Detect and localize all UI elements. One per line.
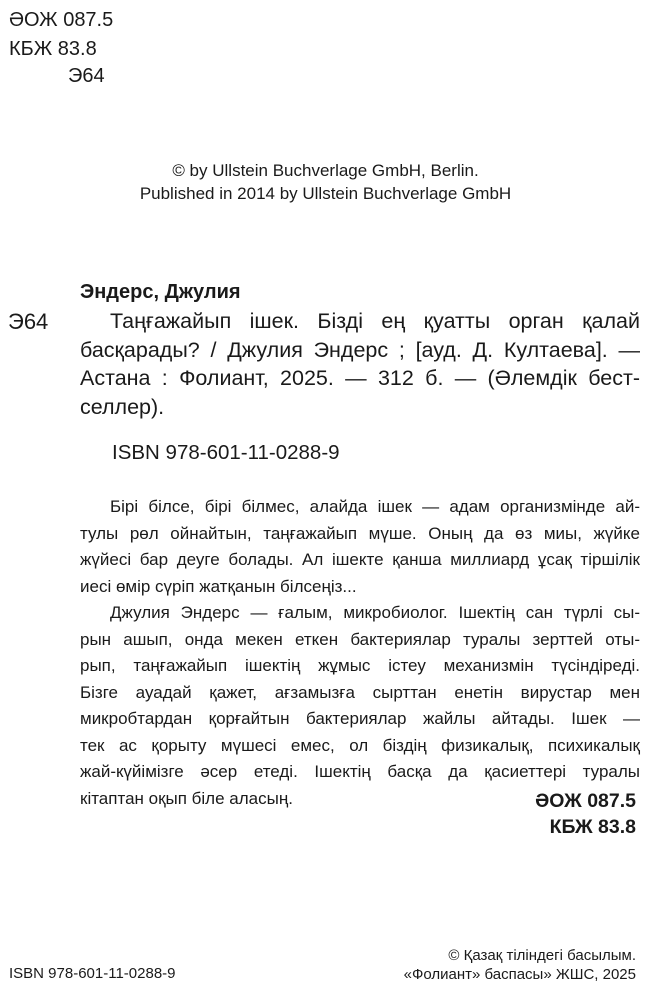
author-code-top: Э64 <box>68 65 105 87</box>
annotation-line: жүйесі бар деуге болады. Ал ішекте қанша миллиард ұсақ тіршілік <box>80 550 640 569</box>
footer-isbn: ISBN 978-601-11-0288-9 <box>9 965 176 982</box>
bib-line: басқарады? / Джулия Эндерс ; [ауд. Д. Култаева]. — <box>80 337 640 362</box>
annotation-line: рып, таңғажайып ішектің жұмыс істеу механизмін түсіндіреді. <box>80 656 640 675</box>
annotation-line: Бізге ауадай қажет, ағзамызға сырттан енетін вирустар мен <box>80 682 640 702</box>
bbk-code-bottom: КБЖ 83.8 <box>549 816 636 838</box>
annotation-line: микробтардан қорғайтын бактериялар жайлы айтады. Ішек — <box>80 709 640 728</box>
footer-copyright-line-2: «Фолиант» баспасы» ЖШС, 2025 <box>403 966 636 983</box>
annotation-line: Бірі білсе, бірі білмес, алайда ішек — адам организмінде ай- <box>110 497 640 516</box>
original-copyright-line-1: © by Ullstein Buchverlage GmbH, Berlin. <box>172 161 479 180</box>
annotation-line: иесі өмір сүріп жатқанын білсеңіз... <box>80 576 357 596</box>
bib-line: Астана : Фолиант, 2025. — 312 б. — (Әлемдік бест- <box>80 366 640 390</box>
annotation-line: рын ашып, онда мекен еткен бактериялар туралы зерттей оты- <box>80 629 640 649</box>
annotation-line: тулы рөл ойнайтын, таңғажайып мүше. Оның да өз миы, жүйке <box>80 523 640 543</box>
udk-code: ӘОЖ 087.5 <box>9 9 114 31</box>
author-heading: Эндерс, Джулия <box>80 281 241 303</box>
annotation <box>80 494 640 812</box>
bibliographic-description <box>80 307 640 421</box>
original-copyright-line-2: Published in 2014 by Ullstein Buchverlage GmbH <box>139 184 512 203</box>
isbn: ISBN 978-601-11-0288-9 <box>112 441 340 464</box>
bbk-code: КБЖ 83.8 <box>9 38 97 60</box>
annotation-line: кітаптан оқып біле аласың. <box>80 788 293 808</box>
bib-line: Таңғажайып ішек. Бізді ең қуатты орган қалай <box>110 309 640 333</box>
udk-code-bottom: ӘОЖ 087.5 <box>535 790 636 812</box>
annotation-line: Джулия Эндерс — ғалым, микробиолог. Ішектің сан түрлі сы- <box>110 603 640 622</box>
annotation-line: жай-күйімізге әсер етеді. Ішектің басқа да қасиеттері туралы <box>80 762 640 781</box>
author-code: Э64 <box>8 309 49 334</box>
bib-line: селлер). <box>80 394 165 419</box>
footer-copyright-line-1: © Қазақ тіліндегі басылым. <box>448 947 636 964</box>
annotation-line: тек ас қорыту мүшесі емес, ол біздің физикалық, психикалық <box>80 735 640 755</box>
